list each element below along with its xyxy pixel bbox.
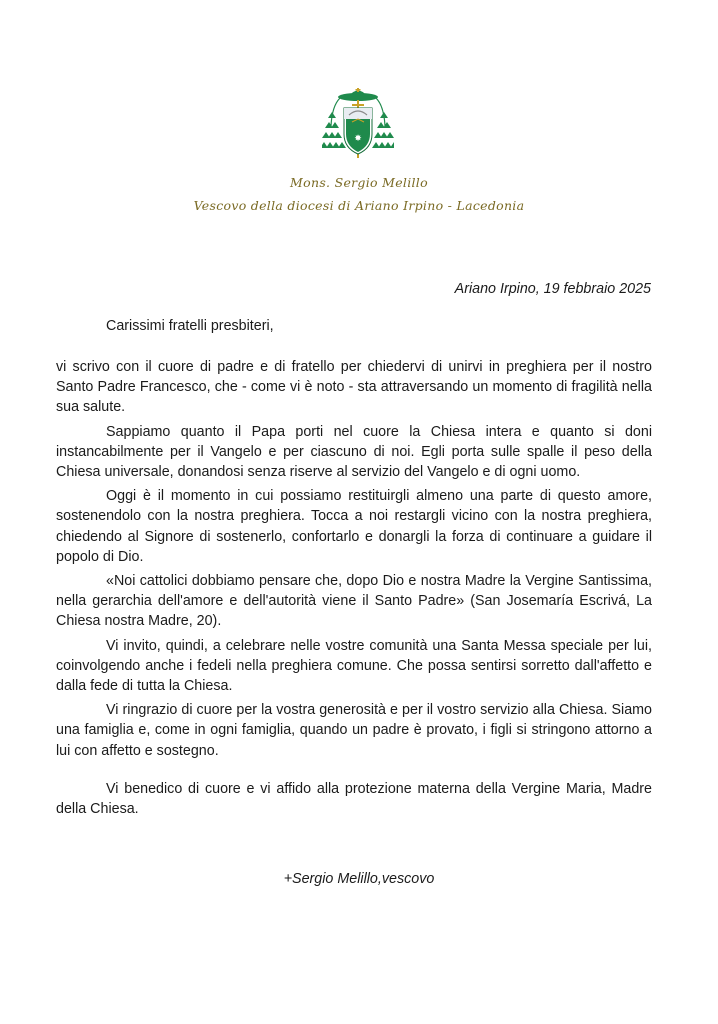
signature: +Sergio Melillo,vescovo [283, 871, 435, 887]
paragraph: Sappiamo quanto il Papa porti nel cuore la Chiesa intera e quanto si doni instancabilmente per il Vangelo e per ciascuno di noi. Egli porta sulle spalle il peso della Chiesa universale, donandosi senza riserve al servizio del Vangelo e di ogni uomo. [56, 423, 652, 481]
bishop-title: Vescovo della diocesi di Ariano Irpino - Lacedonia [193, 198, 525, 213]
salutation: Carissimi fratelli presbiteri, [106, 318, 274, 334]
svg-text:✸: ✸ [354, 134, 362, 144]
paragraph: Oggi è il momento in cui possiamo restituirgli almeno una parte di questo amore, sostenendolo con la nostra preghiera. Tocca a noi restargli vicino con la nostra preghiera, chiedendo al Signore di sostenerlo, confortarlo e donargli la forza di continuare a guidare il popolo di Dio. [56, 488, 652, 565]
letter-date: Ariano Irpino, 19 febbraio 2025 [454, 281, 651, 297]
paragraph: vi scrivo con il cuore di padre e di fratello per chiedervi di unirvi in preghiera per il nostro Santo Padre Francesco, che - come vi è noto - sta attraversando un momento di fragilità nella sua salute. [56, 359, 652, 416]
episcopal-coat-of-arms [322, 86, 394, 164]
paragraph: Vi invito, quindi, a celebrare nelle vostre comunità una Santa Messa speciale per lui, coinvolgendo anche i fedeli nella preghiera comune. Che possa sentirsi sorretto dall'affetto e dalla fede di tutta la Chiesa. [56, 637, 652, 695]
bishop-name: Mons. Sergio Melillo [290, 175, 428, 190]
paragraph: Vi ringrazio di cuore per la vostra generosità e per il vostro servizio alla Chiesa. Siamo una famiglia e, come in ogni famiglia, quando un padre è provato, i figli si stringono attorno a lui con affetto e sostegno. [56, 702, 652, 759]
paragraph: «Noi cattolici dobbiamo pensare che, dopo Dio e nostra Madre la Vergine Santissima, nella gerarchia dell'amore e dell'autorità viene il Santo Padre» (San Josemaría Escrivá, La Chiesa nostra Madre, 20). [56, 573, 652, 630]
paragraph: Vi benedico di cuore e vi affido alla protezione materna della Vergine Maria, Madre della Chiesa. [56, 780, 652, 818]
letter-body [56, 357, 652, 823]
